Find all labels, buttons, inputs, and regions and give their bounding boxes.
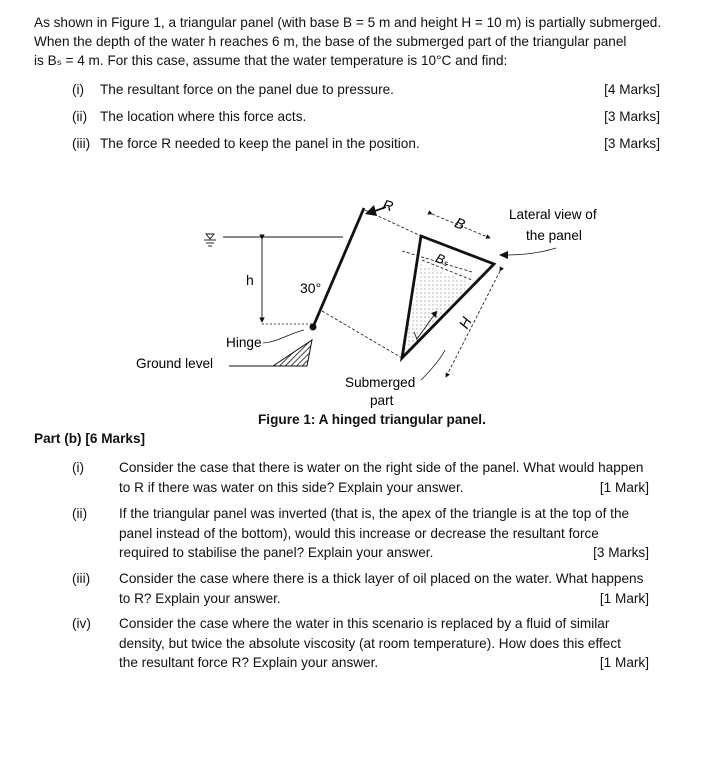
question-text: The force R needed to keep the panel in the position. (100, 136, 420, 151)
item-marks: [3 Marks] (593, 545, 649, 560)
item-text-line: Consider the case where the water in this scenario is replaced by a fluid of similar (119, 616, 610, 631)
item-marks: [1 Mark] (599, 479, 649, 495)
part-b-title: Part (b) [6 Marks] (34, 431, 146, 446)
intro-line-3: is Bₛ = 4 m. For this case, assume that the water temperature is 10°C and find: (34, 53, 508, 68)
item-text-line: panel instead of the bottom), would this increase or decrease the resultant force (119, 525, 599, 541)
h-label: h (246, 272, 254, 288)
question-text: The resultant force on the panel due to pressure. (100, 82, 394, 97)
question-number: (ii) (72, 109, 88, 124)
question-marks: [4 Marks] (604, 82, 660, 97)
hinge-support (273, 340, 312, 366)
submerged-label-1: Submerged (345, 375, 416, 390)
panel-side-view (313, 208, 364, 327)
item-text-line: Consider the case that there is water on the right side of the panel. What would happen (119, 460, 644, 475)
item-text-line: the resultant force R? Explain your answer. (119, 655, 379, 670)
question-marks: [3 Marks] (604, 136, 660, 151)
item-number: (iii) (72, 571, 91, 586)
item-marks: [1 Mark] (599, 590, 649, 606)
item-text-line: density, but twice the absolute viscosity (at room temperature). How does this effect (119, 635, 621, 651)
lateral-view-label-2: the panel (526, 228, 582, 243)
question-number: (iii) (72, 136, 91, 151)
item-text-line: If the triangular panel was inverted (that is, the apex of the triangle is at the top of the (119, 506, 630, 521)
submerged-label-2: part (370, 393, 394, 408)
force-r-label: R (381, 196, 395, 215)
ground-level-label: Ground level (136, 356, 214, 371)
item-text-line: required to stabilise the panel? Explain your answer. (119, 545, 434, 560)
lateral-view-label-1: Lateral view of (509, 207, 597, 222)
intro-line-2: When the depth of the water h reaches 6 m, the base of the submerged part of the triangular panel (34, 34, 627, 49)
hinge-label: Hinge (226, 335, 262, 350)
item-marks: [1 Mark] (599, 655, 649, 670)
water-level-icon (204, 234, 216, 246)
question-number: (i) (72, 82, 85, 97)
item-number: (iv) (72, 616, 91, 631)
item-text-line: Consider the case where there is a thick layer of oil placed on the water. What happens (119, 571, 644, 586)
question-marks: [3 Marks] (604, 109, 660, 124)
item-number: (ii) (72, 506, 88, 521)
submerged-region (402, 264, 471, 358)
item-number: (i) (72, 460, 85, 475)
hinge-pin (310, 324, 317, 331)
angle-label: 30° (300, 280, 322, 296)
bs-label: Bₛ (433, 250, 452, 270)
panel-height-label: H (456, 314, 476, 332)
item-text-line: to R? Explain your answer. (119, 590, 281, 606)
item-text-line: to R if there was water on this side? Explain your answer. (119, 479, 464, 495)
intro-line-1: As shown in Figure 1, a triangular panel (with base B = 5 m and height H = 10 m) is partially submerged. (34, 15, 662, 30)
b-label: B (452, 215, 468, 234)
question-text: The location where this force acts. (100, 109, 307, 124)
figure-caption: Figure 1: A hinged triangular panel. (258, 412, 486, 427)
